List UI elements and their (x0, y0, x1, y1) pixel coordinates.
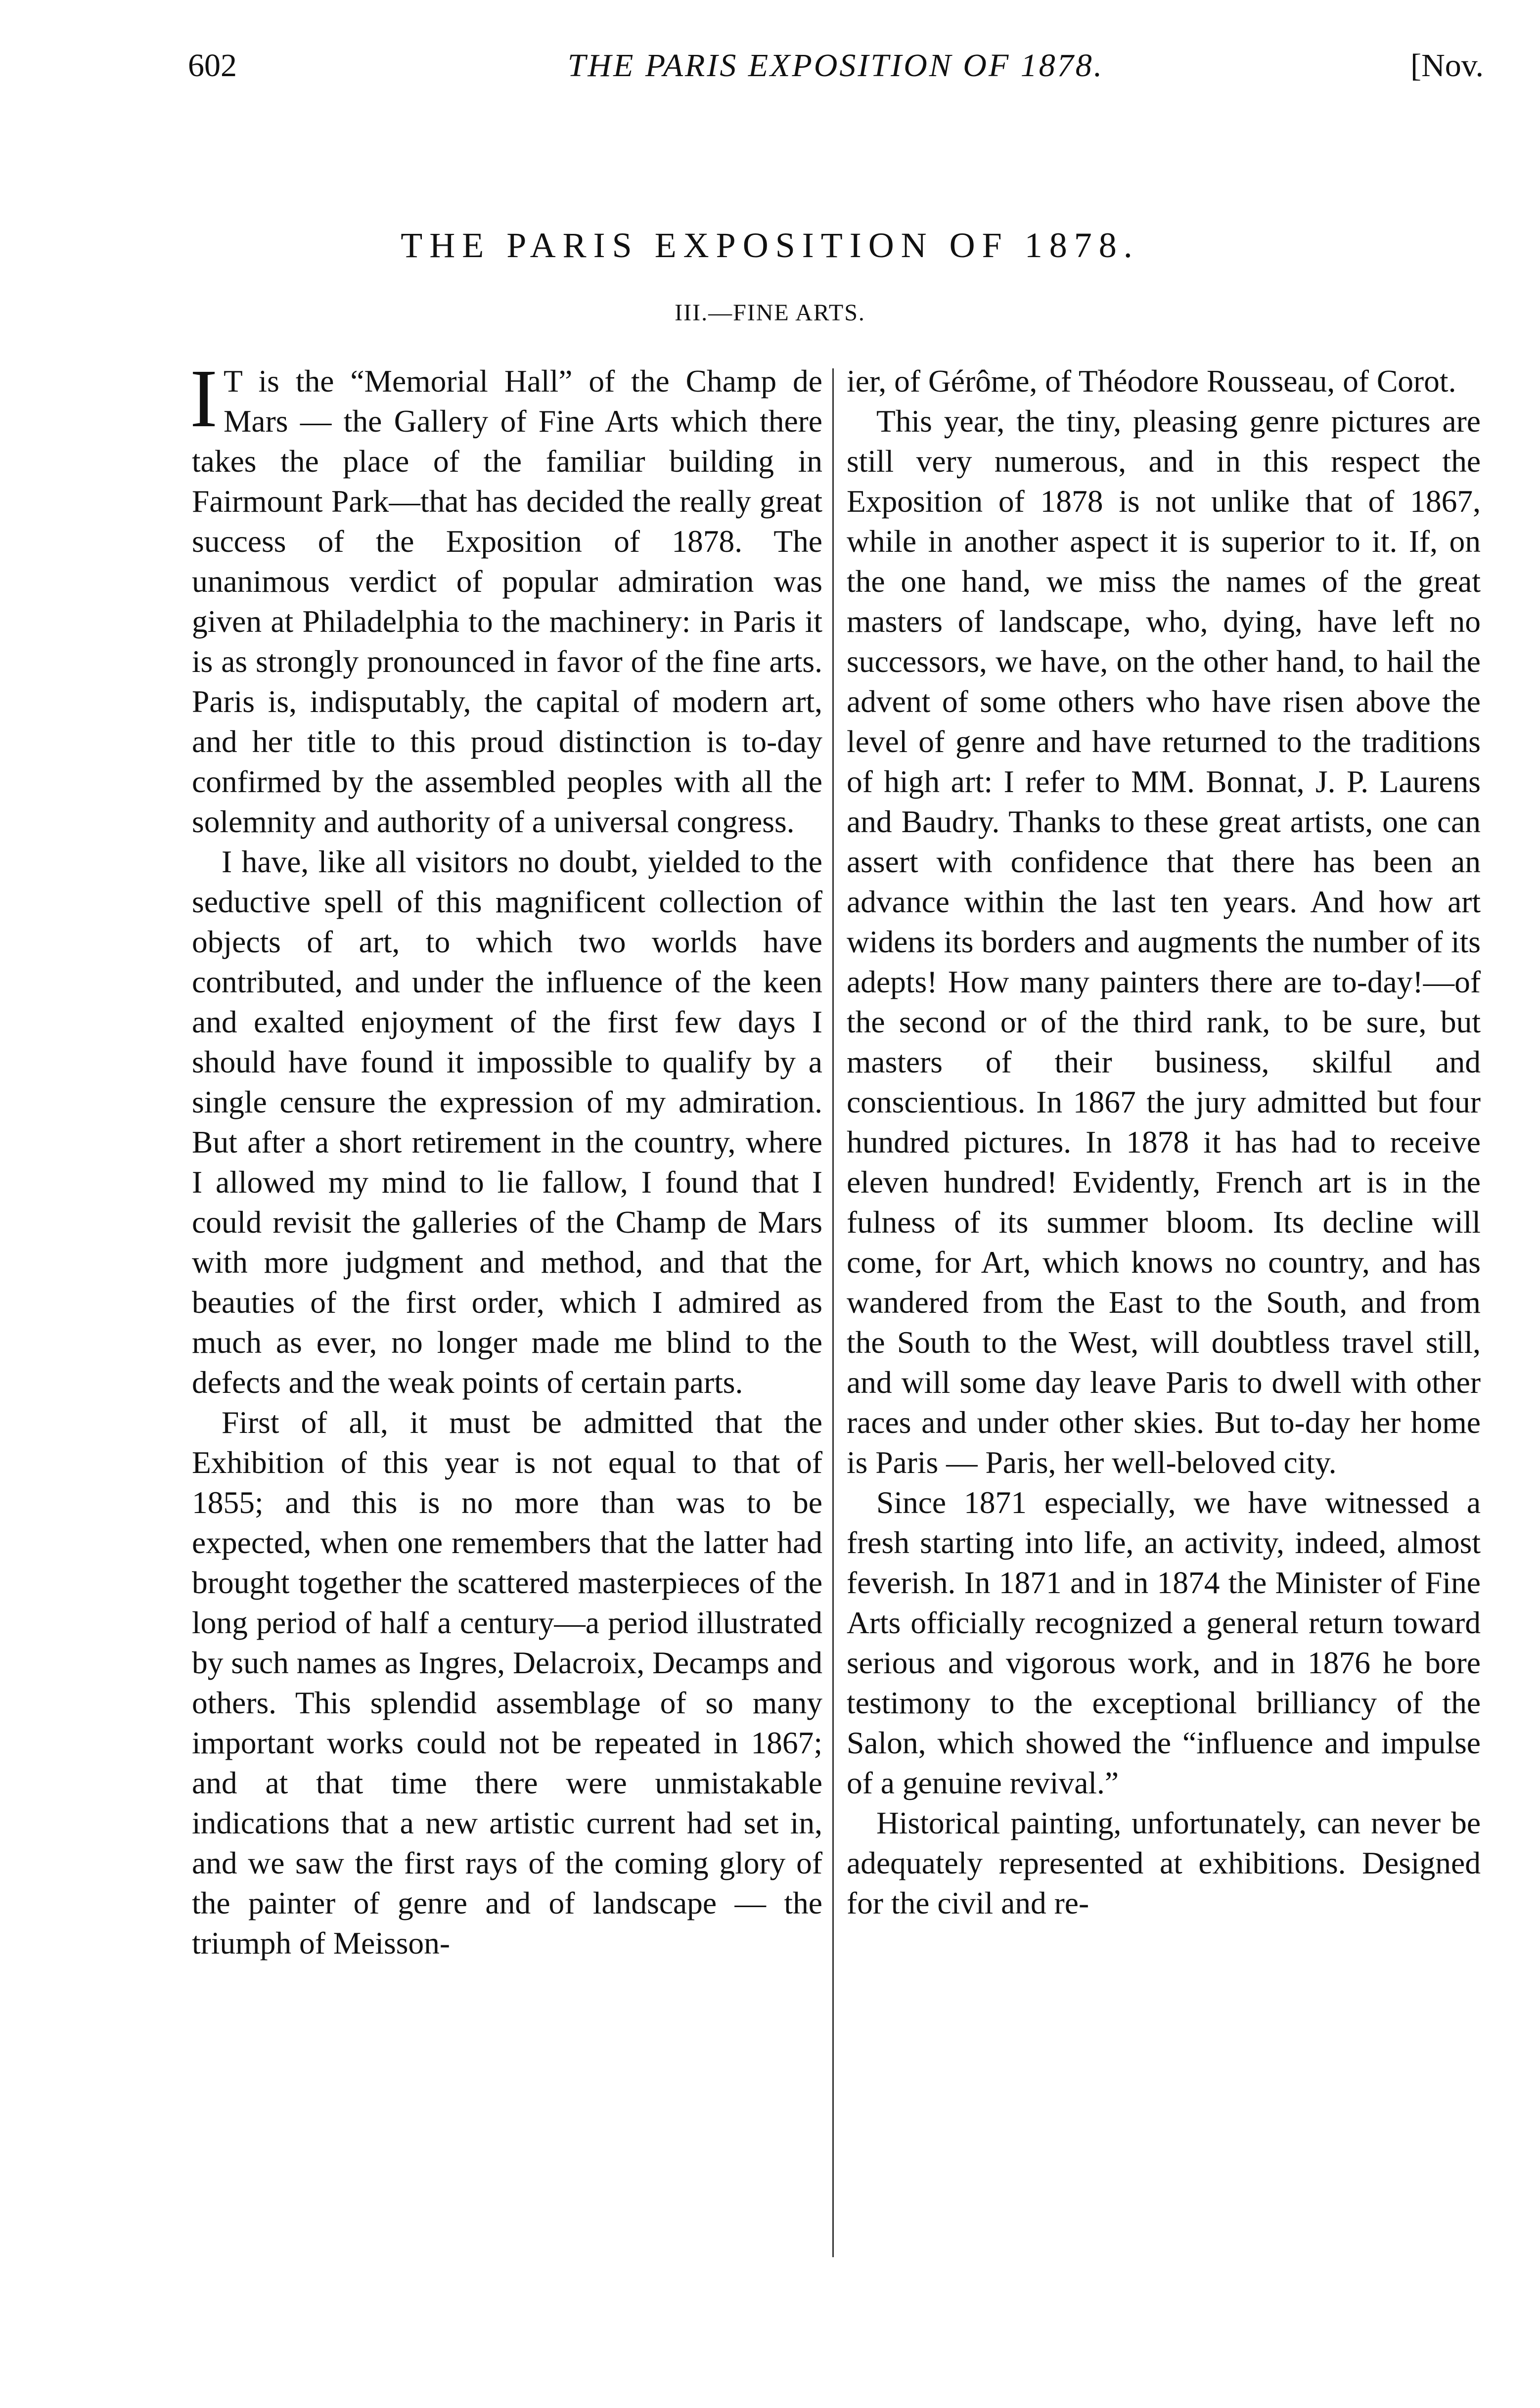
running-month: [Nov. (1410, 47, 1484, 84)
page-number: 602 (188, 47, 237, 84)
article-subtitle: III.—FINE ARTS. (675, 300, 865, 326)
paragraph-text: T is the “Memorial Hall” of the Champ de Mars — the Gallery of Fine Arts which there takes the place of the familiar building in Fairmount Park—that has decided the really great success of the Exposition of 1878. The unanimous verdict of popular admiration was given at Philadelphia to the machinery: in Paris it is as strongly pronounced in favor of the fine arts. Paris is, indisputably, the capital of modern art, and her title to this proud distinction is to-day confirmed by the assembled peoples with all the solemnity and authority of a universal congress. (192, 363, 822, 839)
paragraph: ier, of Gérôme, of Théodore Rousseau, of Corot. (847, 363, 1456, 399)
paragraph (190, 353, 822, 842)
running-head (188, 47, 1484, 91)
paragraph: This year, the tiny, pleasing genre pictures are still very numerous, and in this respect the Exposition of 1878 is not unlike that of 1867, while in another aspect it is superior to it. If, on the one hand, we miss the names of the great masters of landscape, who, dying, have left no successors, we have, on the other hand, to hail the advent of some others who have risen above the level of genre and have returned to the traditions of high art: I refer to MM. Bonnat, J. P. Laurens and Baudry. Thanks to these great artists, one can assert with confidence that there has been an advance within the last ten years. And how art widens its borders and augments the number of its adepts! How many painters there are to-day!—of the second or of the third rank, to be sure, but masters of their business, skilful and conscientious. In 1867 the jury admitted but four hundred pictures. In 1878 it has had to receive eleven hundred! Evidently, French art is in the fulness of its summer bloom. Its decline will come, for Art, which knows no country, and has wandered from the East to the South, and from the South to the West, will doubtless travel still, and will some day leave Paris to dwell with other races and under other skies. But to-day her home is Paris — Paris, her well-beloved city. (847, 403, 1481, 1480)
paragraph: First of all, it must be admitted that the Exhibition of this year is not equal to that of 1855; and this is no more than was to be expected, when one remembers that the latter had brought together the scattered masterpieces of the long period of half a century—a period illustrated by such names as Ingres, Delacroix, Decamps and others. This splendid assemblage of so many important works could not be repeated in 1867; and at that time there were unmistakable indications that a new artistic current had set in, and we saw the first rays of the coming glory of the painter of genre and of landscape — the triumph of Meisson- (192, 1405, 822, 1961)
running-title: THE PARIS EXPOSITION OF 1878. (567, 47, 1104, 84)
paragraph: Since 1871 especially, we have witnessed a fresh starting into life, an activity, indeed, almost feverish. In 1871 and in 1874 the Minister of Fine Arts officially recognized a general return toward serious and vigorous work, and in 1876 he bore testimony to the exceptional brilliancy of the Salon, which showed the “influence and impulse of a genuine revival.” (847, 1485, 1481, 1800)
paragraph: I have, like all visitors no doubt, yielded to the seductive spell of this magnificent collection of objects of art, to which two worlds have contributed, and under the influence of the keen and exalted enjoyment of the first few days I should have found it impossible to qualify by a single censure the expression of my admiration. But after a short retirement in the country, where I allowed my mind to lie fallow, I found that I could revisit the galleries of the Champ de Mars with more judgment and method, and that the beauties of the first order, which I admired as much as ever, no longer made me blind to the defects and the weak points of certain parts. (192, 844, 822, 1400)
column-divider (832, 368, 834, 2257)
right-column (847, 361, 1481, 1923)
article-title: THE PARIS EXPOSITION OF 1878. (401, 225, 1139, 265)
paragraph: Historical painting, unfortunately, can never be adequately represented at exhibitions. Designed for the civil and re- (847, 1805, 1481, 1920)
left-column (190, 353, 822, 1963)
drop-cap: I (190, 353, 218, 445)
